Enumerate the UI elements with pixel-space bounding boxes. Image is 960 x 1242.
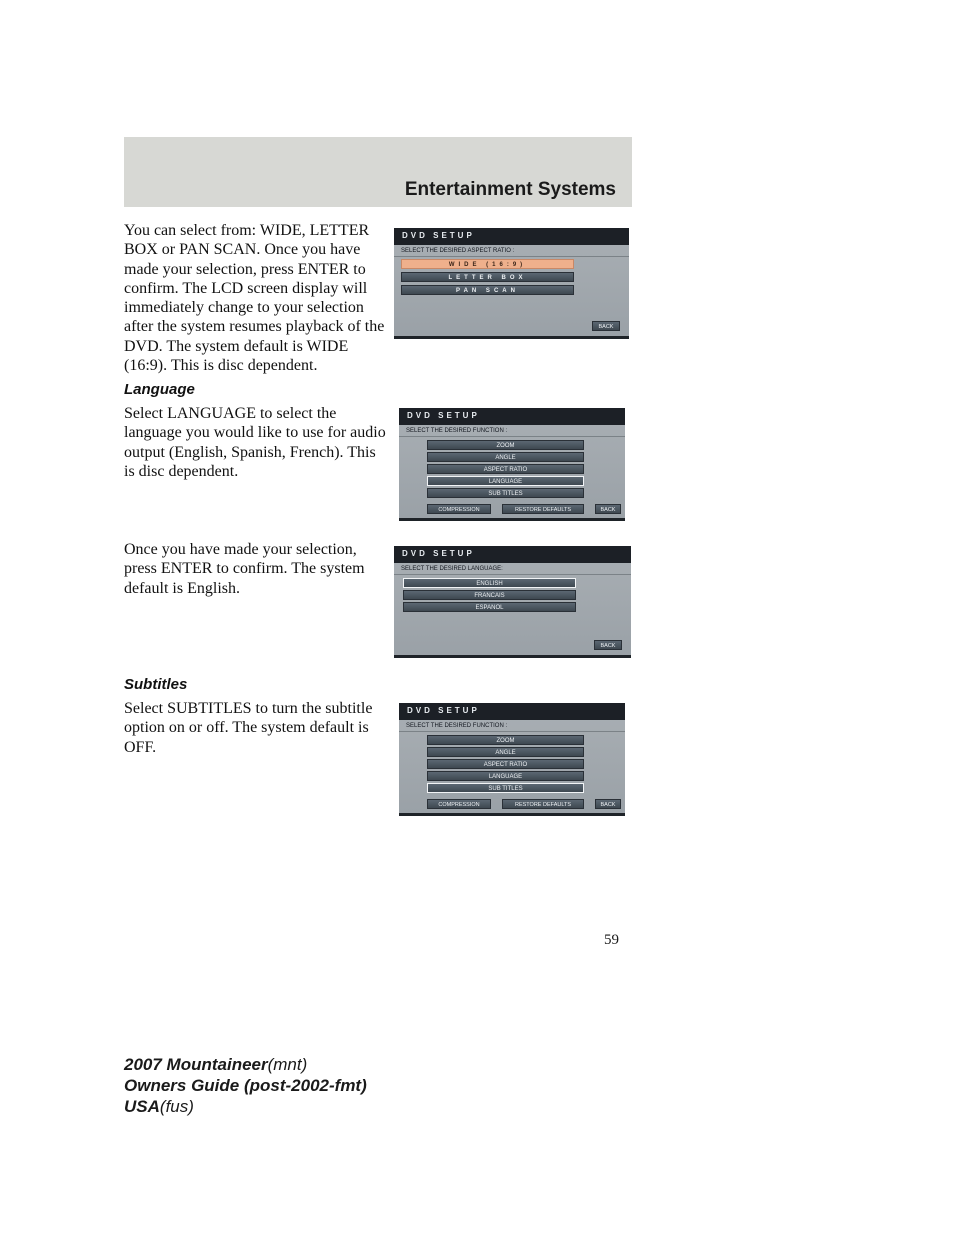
footer-market-code: (fus) [159,1097,194,1116]
aspect-ratio-screen [394,228,629,339]
screen-title: DVD SETUP [402,549,475,558]
option-sub-titles[interactable]: SUB TITLES [427,488,584,498]
section-title: Entertainment Systems [404,179,616,200]
option-angle[interactable]: ANGLE [427,747,584,757]
footer-market: USA [124,1097,160,1116]
language-select-screen [394,546,631,658]
screen-title-bar [394,546,631,563]
screen-title: DVD SETUP [407,706,480,715]
option-sub-titles[interactable]: SUB TITLES [427,783,584,793]
divider [394,256,629,257]
option-letter-box[interactable]: LETTER BOX [401,272,574,282]
option-language[interactable]: LANGUAGE [427,476,584,486]
option-pan-scan[interactable]: PAN SCAN [401,285,574,295]
screen-title: DVD SETUP [407,411,480,420]
back-button[interactable]: BACK [592,321,620,331]
footer-model-code: (mnt) [267,1055,308,1074]
option-francais[interactable]: FRANCAIS [403,590,576,600]
footer-line-1 [124,1054,367,1075]
function-screen-subtitles [399,703,625,816]
option-zoom[interactable]: ZOOM [427,440,584,450]
option-language[interactable]: LANGUAGE [427,771,584,781]
screen-prompt: SELECT THE DESIRED FUNCTION : [406,428,508,434]
language-paragraph-1: Select LANGUAGE to select the language you would like to use for audio output (English, Spanish, French). This is disc dependent. [124,405,386,480]
screen-title: DVD SETUP [402,231,475,240]
compression-button[interactable]: COMPRESSION [427,799,491,809]
subtitles-paragraph: Select SUBTITLES to turn the subtitle option on or off. The system default is OFF. [124,700,373,756]
language-paragraph-2: Once you have made your selection, press ENTER to confirm. The system default is English. [124,541,365,597]
divider [399,436,625,437]
page-number: 59 [604,932,619,948]
footer [124,1054,367,1117]
option-aspect-ratio[interactable]: ASPECT RATIO [427,464,584,474]
intro-paragraph: You can select from: WIDE, LETTER BOX or PAN SCAN. Once you have made your selection, press ENTER to confirm. The LCD screen display will immediately change to your selection after the system resumes playback of the DVD. The system default is WIDE (16:9). This is disc dependent. [124,222,385,375]
function-screen-language [399,408,625,521]
language-heading: Language [124,381,195,398]
divider [399,731,625,732]
option-english[interactable]: ENGLISH [403,578,576,588]
back-button[interactable]: BACK [595,799,621,809]
screen-title-bar [399,408,625,425]
option-angle[interactable]: ANGLE [427,452,584,462]
section-header [124,137,632,207]
back-button[interactable]: BACK [594,640,622,650]
screen-title-bar [399,703,625,720]
screen-prompt: SELECT THE DESIRED LANGUAGE: [401,566,503,572]
divider [394,574,631,575]
screen-prompt: SELECT THE DESIRED FUNCTION : [406,723,508,729]
footer-model: 2007 Mountaineer [124,1055,268,1074]
back-button[interactable]: BACK [595,504,621,514]
screen-prompt: SELECT THE DESIRED ASPECT RATIO : [401,248,515,254]
restore-defaults-button[interactable]: RESTORE DEFAULTS [502,504,584,514]
footer-line-2: Owners Guide (post-2002-fmt) [124,1076,367,1095]
screen-title-bar [394,228,629,245]
footer-line-3 [124,1096,367,1117]
subtitles-heading: Subtitles [124,676,188,693]
option-aspect-ratio[interactable]: ASPECT RATIO [427,759,584,769]
restore-defaults-button[interactable]: RESTORE DEFAULTS [502,799,584,809]
option-espanol[interactable]: ESPANOL [403,602,576,612]
option-wide[interactable]: WIDE (16:9) [401,259,574,269]
option-zoom[interactable]: ZOOM [427,735,584,745]
compression-button[interactable]: COMPRESSION [427,504,491,514]
